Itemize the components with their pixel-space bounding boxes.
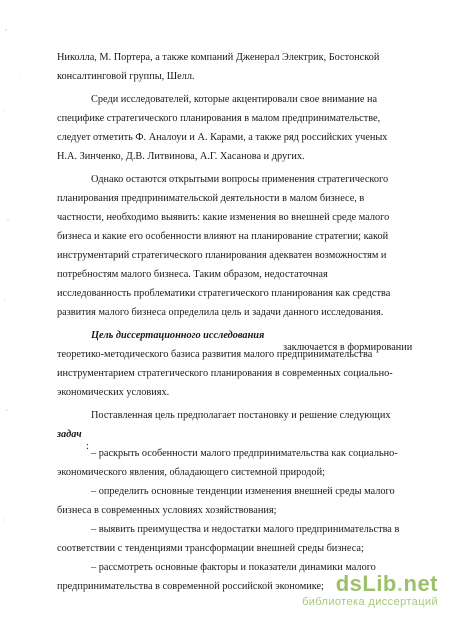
line-text: соответствии с тенденциями трансформации внешней среды бизнеса; (57, 543, 364, 554)
line-text: экономических условиях. (57, 387, 170, 398)
line-text: – раскрыть особенности малого предпринимательства как социально- (91, 448, 398, 459)
line-text: теоретико-методического базиса развития малого предпринимательства (57, 349, 373, 360)
line-text: Однако остаются открытыми вопросы применения стратегического (91, 174, 389, 185)
line-text: Среди исследователей, которые акцентировали свое внимание на (91, 94, 378, 105)
line-text: следует отметить Ф. Аналоуи и А. Карами, а также ряд российских ученых (57, 132, 388, 143)
line-text: исследованность проблематики стратегического планирования как средства (57, 288, 391, 299)
tasks-heading: задач (57, 429, 82, 440)
watermark-logo-tld: net (403, 571, 438, 596)
line-text: Николла, М. Портера, а также компаний Дженерал Электрик, Бостонской (57, 52, 380, 63)
watermark-subtitle: библиотека диссертаций (302, 596, 438, 608)
watermark-logo (302, 572, 438, 596)
line-text: бизнеса и какие его особенности влияют на планирование стратегии; какой (57, 231, 389, 242)
goal-heading: Цель диссертационного исследования (91, 330, 265, 341)
line-text: Поставленная цель предполагает постановку и решение следующих (91, 410, 391, 421)
line-text: планирования предпринимательской деятельности в малом бизнесе, в (57, 193, 365, 204)
line-text: частности, необходимо выявить: какие изменения во внешней среде малого (57, 212, 390, 223)
line-text: : (86, 441, 89, 452)
line-text: Н.А. Зинченко, Д.В. Литвинова, А.Г. Хасанова и других. (57, 151, 305, 162)
watermark (302, 572, 438, 609)
line-text: консалтинговой группы, Шелл. (57, 71, 195, 82)
line-text: – выявить преимущества и недостатки малого предпринимательства в (91, 524, 400, 535)
line-text: предпринимательства в современной российской экономике; (57, 581, 324, 592)
line-text: – определить основные тенденции изменения внешней среды малого (91, 486, 395, 497)
line-text: – рассмотреть основные факторы и показатели динамики малого (91, 562, 376, 573)
line-text: экономического явления, обладающего системной природой; (57, 467, 325, 478)
line-text: бизнеса в современных условиях хозяйствования; (57, 505, 277, 516)
line-text: потребностям малого бизнеса. Таким образом, недостаточная (57, 269, 328, 280)
watermark-logo-dot: . (396, 571, 404, 596)
watermark-logo-main: dsLib (335, 571, 397, 596)
line-text: специфике стратегического планирования в малом предпринимательстве, (57, 113, 381, 124)
line-text: заключается в формировании (283, 342, 413, 353)
line-text: развития малого бизнеса определила цель и задачи данного исследования. (57, 307, 384, 318)
line-text: инструментарий стратегического планирования адекватен возможностям и (57, 250, 387, 261)
line-text: инструментарием стратегического планирования в современных социально- (57, 368, 393, 379)
